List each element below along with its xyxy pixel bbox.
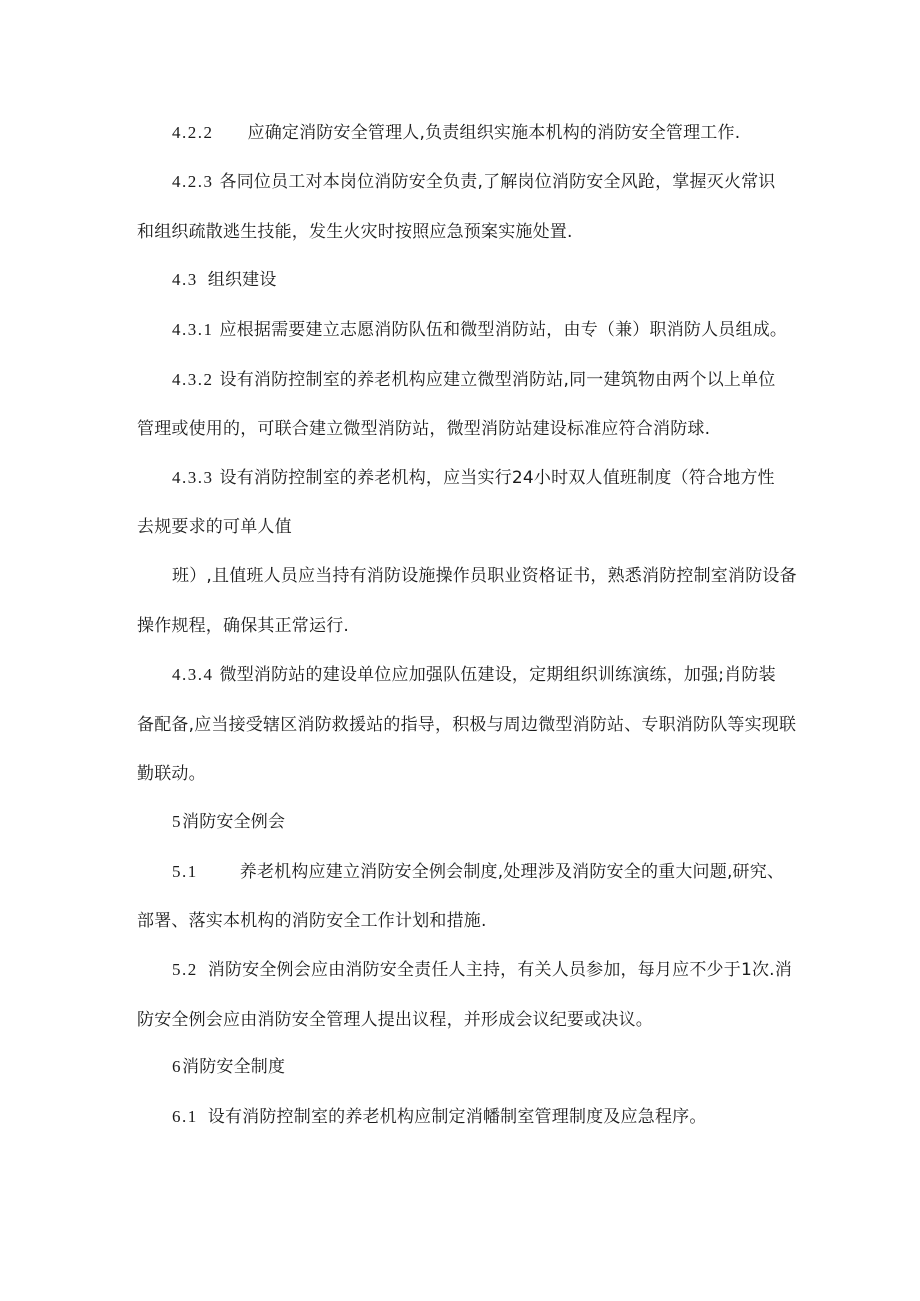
clause-number: 5.1 [172,862,198,881]
section-6-heading [172,1055,285,1079]
section-title: 消防安全例会 [182,812,286,832]
paragraph-6-1-line-1 [172,1105,707,1129]
paragraph-4-3-4-line-2 [137,713,796,737]
section-title: 消防安全制度 [182,1057,286,1077]
paragraph-5-1-line-1 [172,860,784,884]
clause-text: 消防安全例会应由消防安全责任人主持，有关人员参加，每月应不少于1次.消 [207,960,792,980]
clause-text: 应根据需要建立志愿消防队伍和微型消防站，由专（兼）职消防人员组成。 [219,320,788,340]
paragraph-4-3-3-cont-line-2 [137,614,349,638]
paragraph-5-2-line-1 [172,958,792,982]
section-4-3-heading [172,268,277,292]
paragraph-4-3-2-line-2 [137,417,710,441]
paragraph-4-2-2-line-1 [172,121,740,145]
clause-number: 4.2.2 [172,123,214,142]
clause-text: 部署、落实本机构的消防安全工作计划和措施. [137,911,487,931]
clause-text: 勤联动。 [137,764,206,784]
clause-text: 微型消防站的建设单位应加强队伍建设，定期组织训练演练，加强;肖防装 [219,665,776,685]
clause-number: 4.3.4 [172,665,214,684]
paragraph-4-3-4-line-1 [172,663,776,687]
paragraph-4-2-3-line-1 [172,170,776,194]
section-title: 组织建设 [207,270,277,290]
clause-number: 4.3.2 [172,370,214,389]
clause-number: 6.1 [172,1107,198,1126]
paragraph-5-2-line-2 [137,1008,653,1032]
clause-text: 养老机构应建立消防安全例会制度,处理涉及消防安全的重大问题,研究、 [239,862,785,882]
clause-number: 4.3 [172,270,198,289]
clause-text: 设有消防控制室的养老机构应制定消幡制室管理制度及应急程序。 [207,1107,707,1127]
clause-text: 去规要求的可单人值 [137,517,292,537]
clause-text: 设有消防控制室的养老机构应建立微型消防站,同一建筑物由两个以上单位 [219,370,776,390]
clause-text: 设有消防控制室的养老机构，应当实行24小时双人值班制度（符合地方性 [219,468,775,488]
clause-number: 5 [172,812,182,831]
paragraph-4-3-1-line-1 [172,318,787,342]
clause-text: 管理或使用的，可联合建立微型消防站，微型消防站建设标准应符合消防球. [137,419,711,439]
paragraph-4-3-3-line-1 [172,466,775,490]
paragraph-4-3-2-line-1 [172,368,776,392]
paragraph-4-3-4-line-3 [137,762,206,786]
clause-text: 班）,且值班人员应当持有消防设施操作员职业资格证书，熟悉消防控制室消防设备 [172,566,797,586]
clause-text: 防安全例会应由消防安全管理人提出议程，并形成会议纪要或决议。 [137,1010,653,1030]
clause-text: 操作规程，确保其正常运行. [137,616,350,636]
paragraph-4-3-3-line-2 [137,515,292,539]
clause-number: 4.3.1 [172,320,214,339]
clause-text: 各同位员工对本岗位消防安全负责,了解岗位消防安全风跄，掌握灭火常识 [219,172,776,192]
clause-number: 4.2.3 [172,172,214,191]
section-5-heading [172,810,285,834]
paragraph-5-1-line-2 [137,909,487,933]
clause-number: 6 [172,1057,182,1076]
clause-number: 4.3.3 [172,468,214,487]
paragraph-4-2-3-line-2 [137,220,573,244]
paragraph-4-3-3-cont-line-1 [172,564,797,588]
clause-number: 5.2 [172,960,198,979]
clause-text: 备配备,应当接受辖区消防救援站的指导，积极与周边微型消防站、专职消防队等实现联 [137,715,797,735]
clause-text: 和组织疏散逃生技能，发生火灾时按照应急预案实施处置. [137,222,573,242]
clause-text: 应确定消防安全管理人,负责组织实施本机构的消防安全管理工作. [247,123,741,143]
